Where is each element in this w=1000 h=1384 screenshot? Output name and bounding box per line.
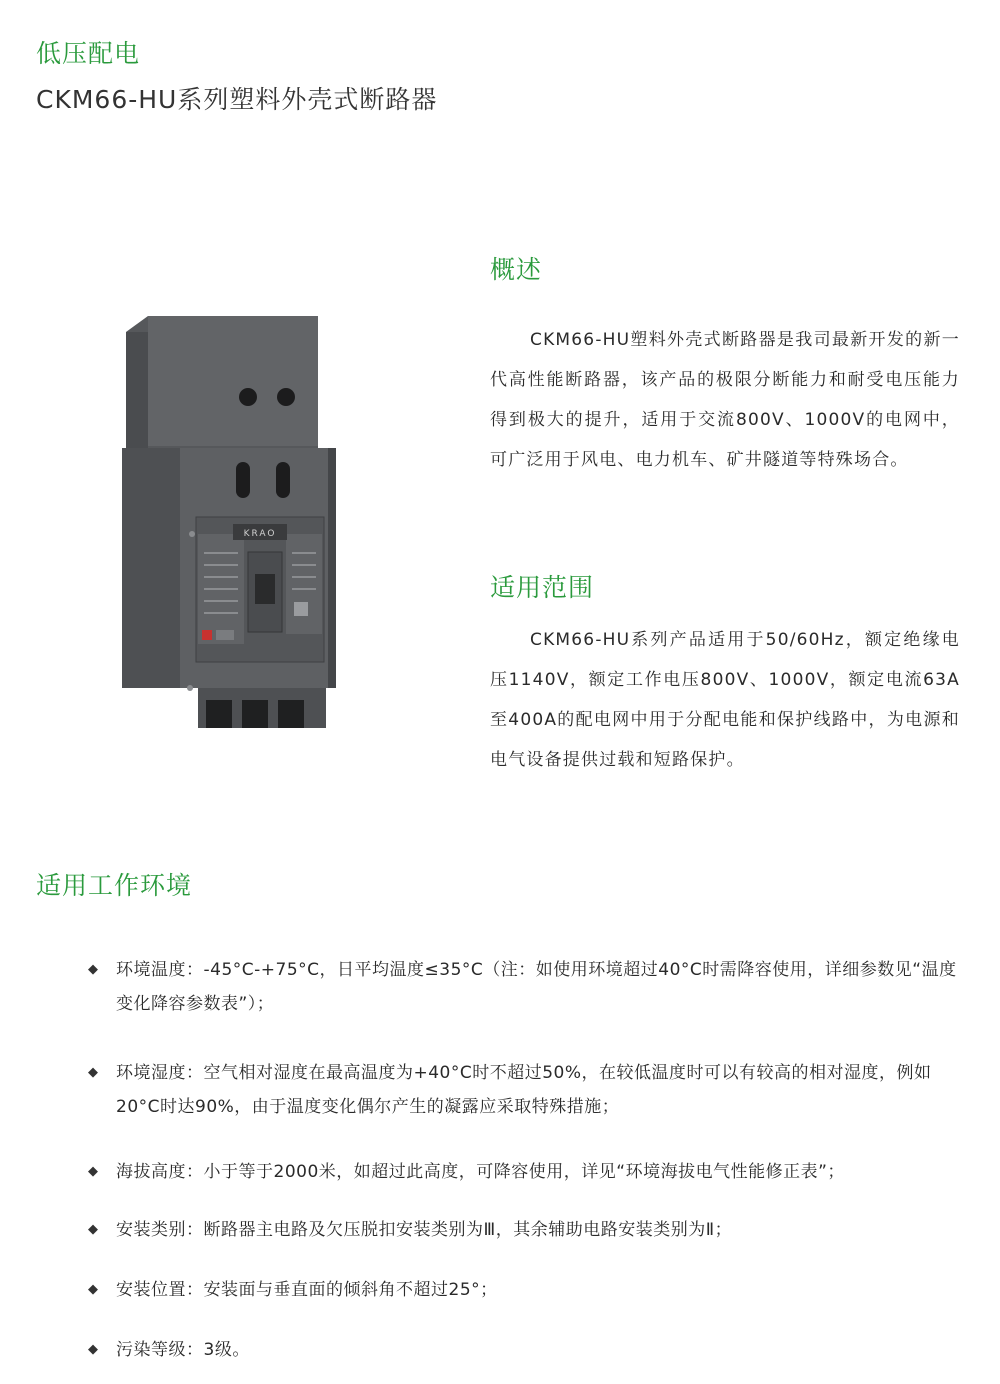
diamond-bullet-icon: ◆ <box>88 1282 99 1297</box>
list-item-text: 安装类别：断路器主电路及欠压脱扣安装类别为Ⅲ，其余辅助电路安装类别为Ⅱ； <box>116 1220 733 1240</box>
list-item <box>88 1213 968 1247</box>
diamond-bullet-icon: ◆ <box>88 1065 99 1080</box>
overview-text: CKM66-HU塑料外壳式断路器是我司最新开发的新一代高性能断路器，该产品的极限分断能力和耐受电压能力得到极大的提升，适用于交流800V、1000V的电网中，可广泛用于风电、电力机车、矿井隧道等特殊场合。 <box>490 330 960 470</box>
diamond-bullet-icon: ◆ <box>88 1342 99 1357</box>
scope-heading: 适用范围 <box>490 573 595 602</box>
scope-text: CKM66-HU系列产品适用于50/60Hz，额定绝缘电压1140V，额定工作电压800V、1000V，额定电流63A至400A的配电网中用于分配电能和保护线路中，为电源和电气设备提供过载和短路保护。 <box>490 630 960 770</box>
list-item <box>88 1273 968 1307</box>
diamond-bullet-icon: ◆ <box>88 1164 99 1179</box>
list-item <box>88 1333 968 1367</box>
list-item-text: 环境温度：-45°C-+75°C，日平均温度≤35°C（注：如使用环境超过40°C时需降容使用，详细参数见“温度变化降容参数表”）； <box>116 960 957 1014</box>
diamond-bullet-icon: ◆ <box>88 1222 99 1237</box>
list-item-text: 环境湿度：空气相对湿度在最高温度为+40°C时不超过50%，在较低温度时可以有较高的相对湿度，例如20°C时达90%，由于温度变化偶尔产生的凝露应采取特殊措施； <box>116 1063 932 1117</box>
environment-heading: 适用工作环境 <box>36 871 193 900</box>
list-item <box>88 1155 968 1189</box>
product-title: CKM66-HU系列塑料外壳式断路器 <box>36 85 438 114</box>
circuit-breaker-image <box>118 312 340 732</box>
list-item-text: 海拔高度：小于等于2000米，如超过此高度，可降容使用，详见“环境海拔电气性能修正表”； <box>116 1162 845 1182</box>
brand-label: KRAO <box>243 529 277 539</box>
diamond-bullet-icon: ◆ <box>88 962 99 977</box>
list-item-text: 安装位置：安装面与垂直面的倾斜角不超过25°； <box>116 1280 498 1300</box>
category-label: 低压配电 <box>36 39 141 68</box>
list-item-text: 污染等级：3级。 <box>116 1340 250 1360</box>
list-item <box>88 953 968 1021</box>
overview-heading: 概述 <box>490 255 543 284</box>
list-item <box>88 1056 968 1124</box>
